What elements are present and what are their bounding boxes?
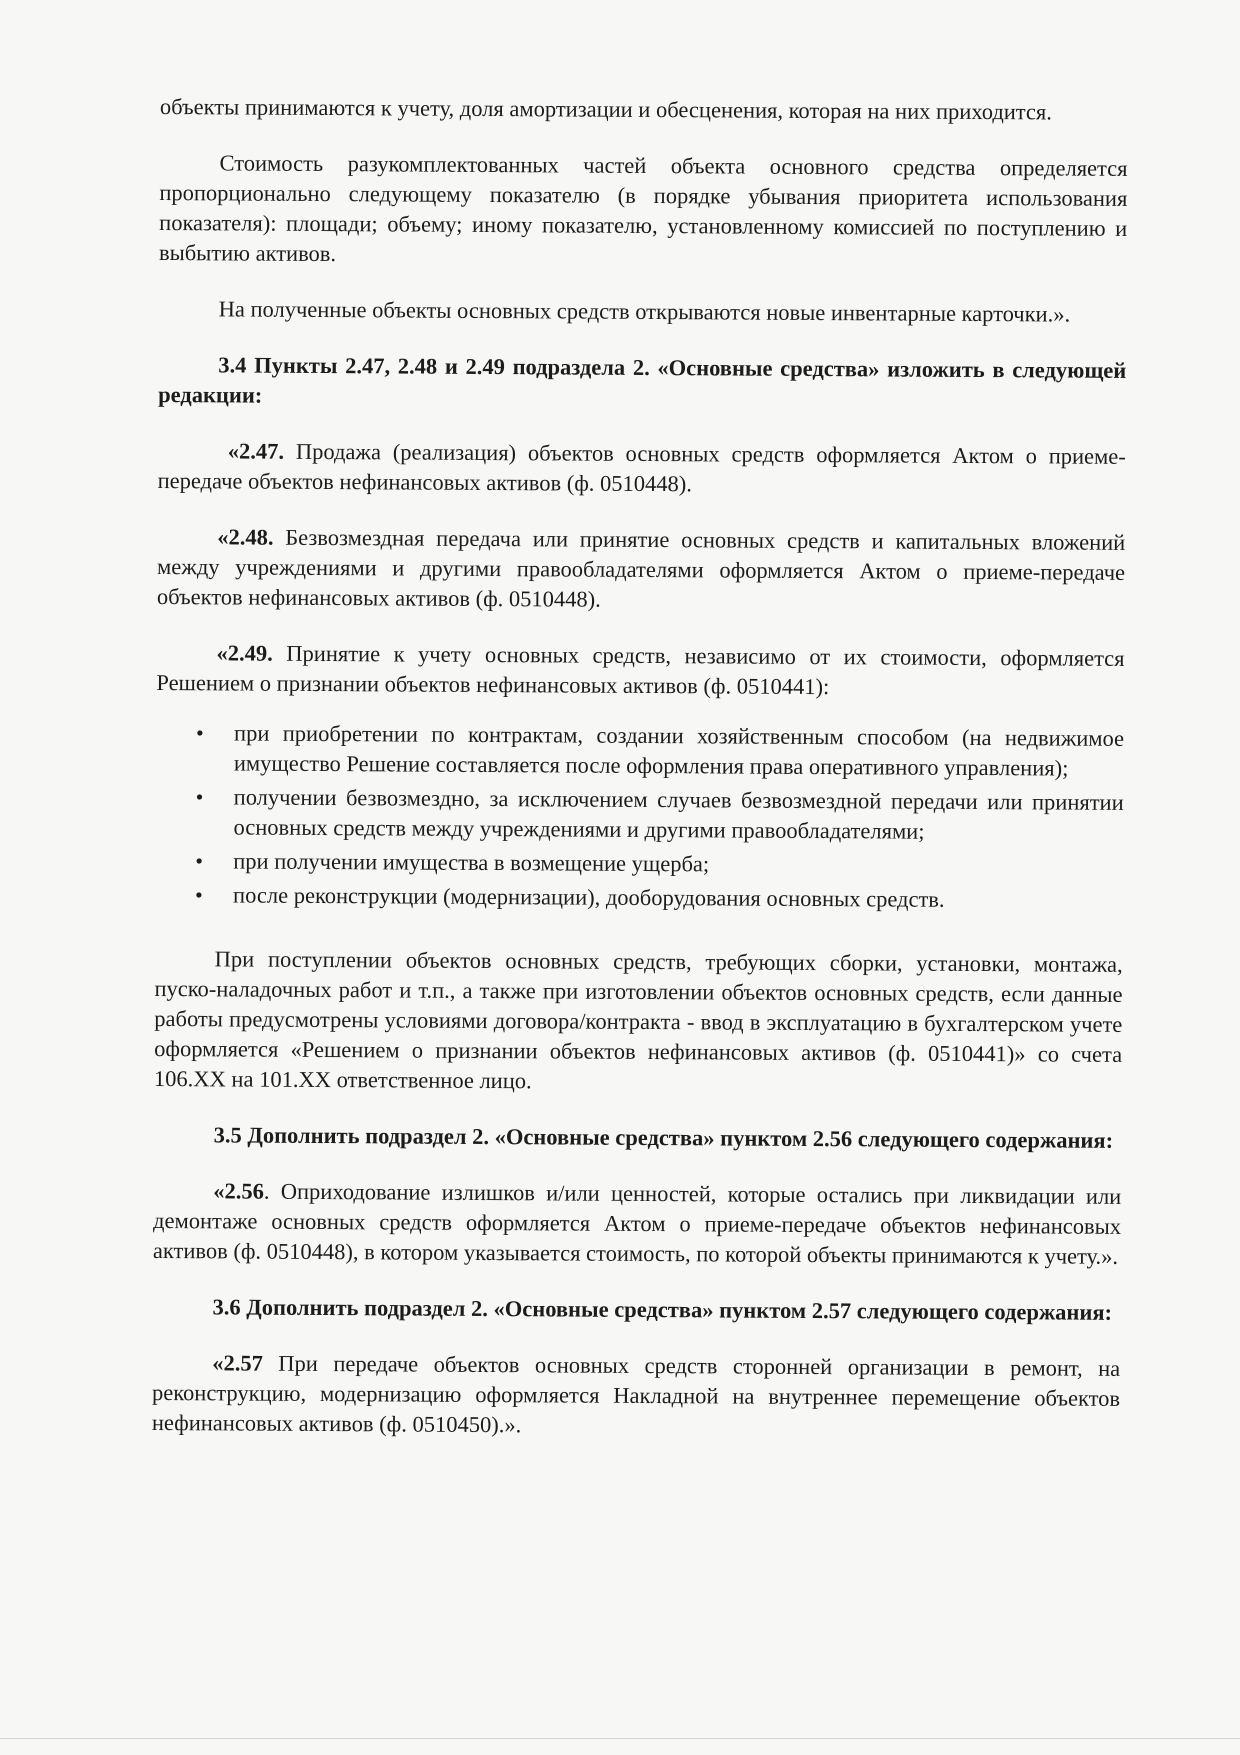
item-2-56-number: «2.56 bbox=[213, 1178, 264, 1204]
page-bottom-edge bbox=[0, 1738, 1240, 1739]
list-item bbox=[155, 846, 1123, 882]
item-2-47-text: Продажа (реализация) объектов основных средств оформляется Актом о приеме-передаче объектов нефинансовых активов (ф. 0510448). bbox=[157, 438, 1126, 497]
section-heading-3-4: 3.4 Пункты 2.47, 2.48 и 2.49 подраздела 2. «Основные средства» изложить в следующей редакции: bbox=[158, 352, 1127, 408]
item-2-56-text: . Оприходование излишков и/или ценностей, которые остались при ликвидации или демонтаже основных средств оформляется Актом о приеме-передаче объектов нефинансовых активов (ф. 0510448), в котором указывается стоимость, по которой объекты принимаются к учету.». bbox=[152, 1178, 1122, 1269]
bullet-icon: • bbox=[195, 848, 204, 874]
list-item bbox=[155, 880, 1123, 916]
item-2-47-number: «2.47. bbox=[227, 438, 285, 464]
bullet-icon: • bbox=[195, 882, 203, 908]
item-2-57-number: «2.57 bbox=[212, 1350, 263, 1376]
item-2-49 bbox=[156, 638, 1124, 704]
item-2-48-number: «2.48. bbox=[217, 524, 274, 550]
paragraph-assembly-commissioning: При поступлении объектов основных средств, требующих сборки, установки, монтажа, пуско-наладочных работ и т.п., а также при изготовлении объектов основных средств, если данные работы предусмотрены условиями договора/контракта - ввод в эксплуатацию в бухгалтерском учете оформляется «Решением о признании объектов нефинансовых активов (ф. 0510441)» со счета 106.XX на 101.XX ответственное лицо. bbox=[153, 946, 1123, 1094]
list-item-text: получении безвозмездно, за исключением случаев безвозмездной передачи или принятии основных средств между учреждениями и другими правообладателями; bbox=[233, 784, 1124, 844]
paragraph-disassembled-parts: Стоимость разукомплектованных частей объекта основного средства определяется пропорционально следующему показателю (в порядке убывания приоритета использования показателя): площади; объему; иному показателю, установленному комиссией по поступлению и выбытию активов. bbox=[158, 150, 1128, 267]
item-2-57-text: При передаче объектов основных средств сторонней организации в ремонт, на реконструкцию, модернизацию оформляется Накладной на внутреннее перемещение объектов нефинансовых активов (ф. 0510450).». bbox=[151, 1350, 1121, 1438]
list-item-text: при получении имущества в возмещение ущерба; bbox=[233, 848, 710, 877]
document-body bbox=[152, 92, 1128, 1444]
item-2-57 bbox=[152, 1348, 1121, 1444]
item-2-48-text: Безвозмездная передача или принятие основных средств и капитальных вложений между учреждениями и другими правообладателями оформляется Актом о приеме-передаче объектов нефинансовых активов (ф. 0510448). bbox=[156, 524, 1126, 612]
bullet-icon: • bbox=[196, 720, 204, 746]
item-2-56 bbox=[153, 1176, 1122, 1272]
section-heading-3-5: 3.5 Дополнить подраздел 2. «Основные средства» пунктом 2.56 следующего содержания: bbox=[213, 1122, 1114, 1153]
item-2-49-text: Принятие к учету основных средств, независимо от их стоимости, оформляется Решением о признании объектов нефинансовых активов (ф. 0510441): bbox=[156, 640, 1125, 700]
paragraph-continuation: объекты принимаются к учету, доля амортизации и обесценения, которая на них приходится. bbox=[159, 93, 1053, 125]
list-item bbox=[155, 782, 1123, 848]
section-heading-3-6: 3.6 Дополнить подраздел 2. «Основные средства» пунктом 2.57 следующего содержания: bbox=[212, 1294, 1113, 1325]
item-2-48 bbox=[157, 522, 1126, 618]
item-2-49-number: «2.49. bbox=[216, 640, 273, 666]
list-item bbox=[156, 718, 1124, 784]
bullet-list bbox=[155, 718, 1124, 916]
list-item-text: после реконструкции (модернизации), дооборудования основных средств. bbox=[233, 882, 945, 912]
paragraph-inventory-cards: На полученные объекты основных средств открываются новые инвентарные карточки.». bbox=[218, 296, 1071, 327]
list-item-text: при приобретении по контрактам, создании хозяйственным способом (на недвижимое имущество Решение составляется после оформления права оперативного управления); bbox=[233, 720, 1125, 781]
bullet-icon: • bbox=[195, 784, 204, 810]
item-2-47 bbox=[158, 436, 1126, 502]
